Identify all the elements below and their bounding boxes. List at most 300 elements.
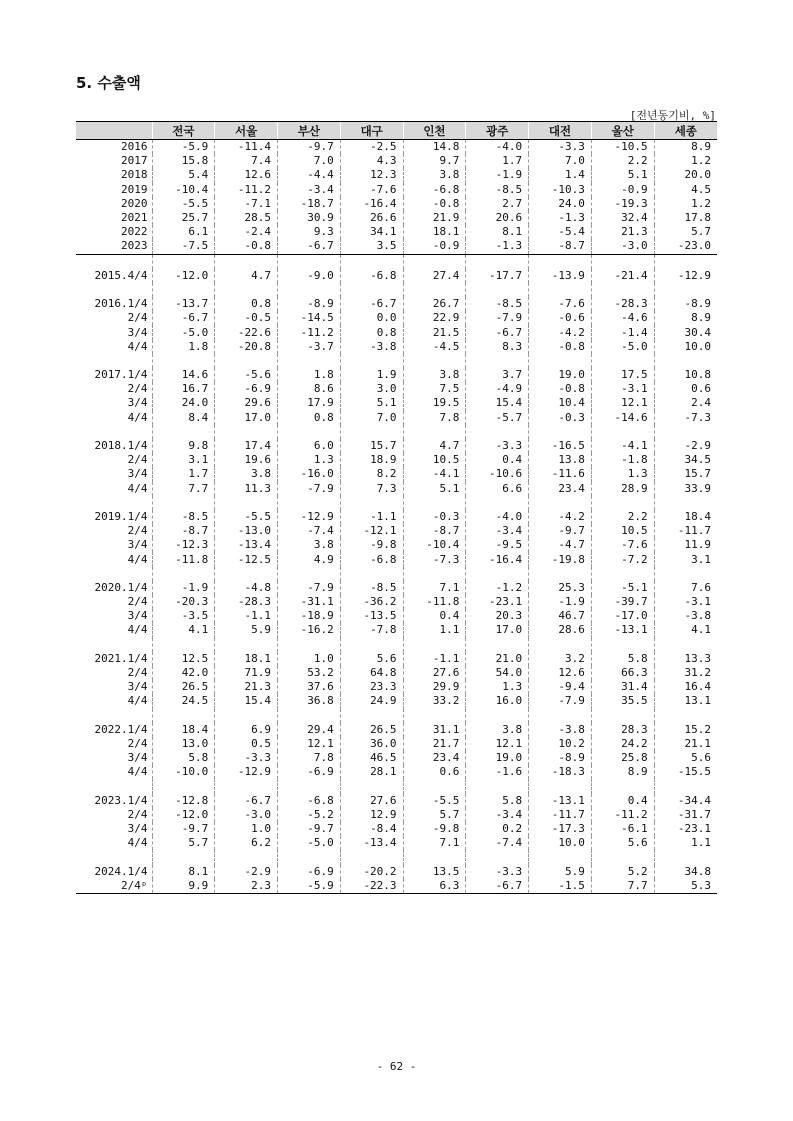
table-cell: 22.9 (403, 311, 466, 325)
table-cell: -3.5 (152, 609, 215, 623)
table-cell: 7.8 (403, 411, 466, 425)
spacer-cell (278, 425, 341, 439)
spacer-row (76, 567, 717, 581)
row-label: 2/4 (127, 311, 148, 325)
header-corner (76, 122, 152, 140)
table-row (76, 467, 717, 481)
table-cell: 8.4 (152, 411, 215, 425)
spacer-cell (76, 779, 152, 793)
table-cell: -3.3 (466, 865, 529, 879)
table-cell: -9.7 (152, 822, 215, 836)
spacer-cell (278, 638, 341, 652)
table-cell: 30.9 (278, 211, 341, 225)
spacer-cell (591, 709, 654, 723)
table-cell: -6.7 (152, 311, 215, 325)
spacer-cell (215, 850, 278, 864)
table-cell: -13.4 (340, 836, 403, 850)
table-cell: 46.7 (529, 609, 592, 623)
row-label: 2018.1/4 (94, 439, 148, 453)
table-cell: -19.3 (591, 197, 654, 211)
table-cell: 64.8 (340, 666, 403, 680)
table-cell: 7.7 (152, 482, 215, 496)
spacer-cell (76, 496, 152, 510)
row-label: 2021 (121, 211, 148, 225)
table-cell: 36.0 (340, 737, 403, 751)
spacer-cell (529, 425, 592, 439)
table-cell: -6.9 (215, 382, 278, 396)
table-cell: -1.1 (215, 609, 278, 623)
spacer-cell (529, 496, 592, 510)
spacer-cell (403, 638, 466, 652)
table-cell: -20.2 (340, 865, 403, 879)
table-cell: 5.8 (466, 794, 529, 808)
table-cell: -2.9 (215, 865, 278, 879)
table-cell: 1.3 (278, 453, 341, 467)
table-cell: -9.7 (278, 140, 341, 155)
table-cell: -3.8 (340, 340, 403, 354)
spacer-cell (152, 283, 215, 297)
table-row (76, 836, 717, 850)
table-cell: 17.0 (215, 411, 278, 425)
table-row (76, 269, 717, 283)
table-cell: 31.1 (403, 723, 466, 737)
table-cell: 9.7 (403, 154, 466, 168)
table-cell: 5.4 (152, 168, 215, 182)
row-label: 2022 (121, 225, 148, 239)
table-row (76, 609, 717, 623)
table-cell: 53.2 (278, 666, 341, 680)
table-cell: 29.6 (215, 396, 278, 410)
table-cell: -6.7 (215, 794, 278, 808)
spacer-cell (340, 850, 403, 864)
table-cell: -36.2 (340, 595, 403, 609)
row-label: 3/4 (127, 467, 148, 481)
table-cell: 3.0 (340, 382, 403, 396)
table-cell: 15.7 (340, 439, 403, 453)
col-header: 대구 (340, 122, 403, 140)
table-cell: -5.7 (466, 411, 529, 425)
col-header: 서울 (215, 122, 278, 140)
row-label: 2022.1/4 (94, 722, 148, 736)
table-cell: 33.9 (654, 482, 717, 496)
table-cell: 46.5 (340, 751, 403, 765)
table-cell: 21.7 (403, 737, 466, 751)
table-cell: 0.0 (340, 311, 403, 325)
table-cell: -8.4 (340, 822, 403, 836)
table-cell: -13.1 (591, 623, 654, 637)
table-cell: 0.5 (215, 737, 278, 751)
spacer-cell (152, 709, 215, 723)
table-row (76, 340, 717, 354)
table-cell: -6.7 (278, 239, 341, 254)
spacer-cell (152, 354, 215, 368)
spacer-cell (591, 567, 654, 581)
table-cell: -11.4 (215, 140, 278, 155)
table-cell: -23.1 (466, 595, 529, 609)
table-cell: -4.1 (591, 439, 654, 453)
table-cell: 21.1 (654, 737, 717, 751)
table-cell: 8.9 (654, 140, 717, 155)
table-cell: -12.3 (152, 538, 215, 552)
table-cell: -39.7 (591, 595, 654, 609)
spacer-row (76, 354, 717, 368)
table-cell: -20.3 (152, 595, 215, 609)
row-label: 2023 (76, 239, 152, 254)
spacer-cell (76, 283, 152, 297)
spacer-row (76, 283, 717, 297)
table-cell: -1.1 (340, 510, 403, 524)
table-cell: -11.7 (529, 808, 592, 822)
table-cell: 0.4 (403, 609, 466, 623)
section-title: 5. 수출액 (76, 74, 141, 92)
spacer-cell (215, 779, 278, 793)
spacer-cell (215, 425, 278, 439)
table-cell: -1.6 (466, 765, 529, 779)
table-cell: 3.8 (278, 538, 341, 552)
table-cell: 23.3 (340, 680, 403, 694)
table-cell: 4.3 (340, 154, 403, 168)
table-cell: 1.3 (466, 680, 529, 694)
table-cell: 9.3 (278, 225, 341, 239)
table-cell: -5.6 (215, 368, 278, 382)
table-cell: 21.5 (403, 325, 466, 339)
table-cell: -12.9 (278, 510, 341, 524)
table-cell: 13.3 (654, 652, 717, 666)
spacer-cell (529, 354, 592, 368)
spacer-row (76, 779, 717, 793)
spacer-cell (340, 254, 403, 269)
table-cell: -22.3 (340, 879, 403, 894)
table-cell: -11.7 (654, 524, 717, 538)
table-cell: 13.0 (152, 737, 215, 751)
table-cell: 1.3 (591, 467, 654, 481)
table-row (76, 368, 717, 382)
table-cell: -7.9 (278, 482, 341, 496)
table-cell: -0.9 (403, 239, 466, 254)
table-cell: 4.7 (403, 439, 466, 453)
table-cell: -7.3 (403, 552, 466, 566)
spacer-cell (654, 425, 717, 439)
table-row (76, 325, 717, 339)
table-body (76, 140, 717, 894)
table-cell: 10.0 (529, 836, 592, 850)
row-label: 2020 (121, 196, 148, 210)
table-cell: 15.8 (152, 154, 215, 168)
spacer-cell (591, 638, 654, 652)
table-cell: 1.8 (152, 340, 215, 354)
table-cell: -8.5 (466, 297, 529, 311)
spacer-cell (403, 779, 466, 793)
table-cell: 20.0 (654, 168, 717, 182)
spacer-cell (76, 425, 152, 439)
spacer-cell (466, 850, 529, 864)
table-cell: -0.6 (529, 311, 592, 325)
table-row (76, 723, 717, 737)
table-cell: 21.3 (215, 680, 278, 694)
table-cell: -4.6 (591, 311, 654, 325)
table-cell: 29.9 (403, 680, 466, 694)
table-cell: 15.4 (466, 396, 529, 410)
table-cell: -13.7 (152, 297, 215, 311)
table-cell: 28.6 (529, 623, 592, 637)
spacer-row (76, 709, 717, 723)
table-cell: 12.1 (466, 737, 529, 751)
row-label: 2/4 (127, 736, 148, 750)
table-cell: -23.1 (654, 822, 717, 836)
table-cell: 4.7 (215, 269, 278, 283)
table-cell: 4.1 (152, 623, 215, 637)
table-cell: -10.4 (152, 183, 215, 197)
table-cell: 21.0 (466, 652, 529, 666)
table-cell: -4.2 (529, 510, 592, 524)
table-cell: -1.2 (466, 581, 529, 595)
table-row (76, 140, 717, 155)
table-cell: 27.6 (403, 666, 466, 680)
table-cell: -11.8 (403, 595, 466, 609)
table-cell: 34.1 (340, 225, 403, 239)
table-cell: 3.8 (403, 168, 466, 182)
table-cell: 5.3 (654, 879, 717, 894)
spacer-cell (278, 254, 341, 269)
table-cell: 8.9 (591, 765, 654, 779)
table-cell: -6.8 (340, 552, 403, 566)
table-cell: -21.4 (591, 269, 654, 283)
table-cell: 12.9 (340, 808, 403, 822)
table-cell: -4.1 (403, 467, 466, 481)
spacer-cell (152, 779, 215, 793)
table-cell: 34.8 (654, 865, 717, 879)
table-cell: -6.8 (403, 183, 466, 197)
table-cell: 0.4 (466, 453, 529, 467)
table-cell: 4.9 (278, 552, 341, 566)
table-row (76, 211, 717, 225)
spacer-cell (466, 283, 529, 297)
table-cell: 12.1 (591, 396, 654, 410)
table-cell: 5.6 (591, 836, 654, 850)
table-cell: 21.3 (591, 225, 654, 239)
table-cell: 17.4 (215, 439, 278, 453)
table-cell: 14.6 (152, 368, 215, 382)
table-cell: 20.6 (466, 211, 529, 225)
table-cell: 26.7 (403, 297, 466, 311)
table-row (76, 239, 717, 254)
row-label: 2016.1/4 (94, 297, 148, 311)
table-cell: -6.1 (591, 822, 654, 836)
table-cell: -1.5 (529, 879, 592, 894)
table-cell: -4.4 (278, 168, 341, 182)
table-row (76, 396, 717, 410)
table-cell: 5.7 (403, 808, 466, 822)
table-cell: -8.7 (529, 239, 592, 254)
table-cell: 18.9 (340, 453, 403, 467)
table-cell: 10.0 (654, 340, 717, 354)
spacer-cell (340, 496, 403, 510)
col-header: 세종 (654, 122, 717, 140)
table-cell: 19.0 (466, 751, 529, 765)
table-cell: 12.1 (278, 737, 341, 751)
table-cell: 7.0 (529, 154, 592, 168)
table-cell: 28.9 (591, 482, 654, 496)
table-cell: 0.6 (403, 765, 466, 779)
table-cell: 8.6 (278, 382, 341, 396)
table-row (76, 453, 717, 467)
spacer-cell (654, 567, 717, 581)
table-cell: -8.9 (654, 297, 717, 311)
spacer-cell (340, 425, 403, 439)
table-cell: 18.4 (654, 510, 717, 524)
spacer-cell (403, 283, 466, 297)
row-label: 2/4 (127, 524, 148, 538)
spacer-cell (654, 638, 717, 652)
table-cell: 4.5 (654, 183, 717, 197)
table-cell: -5.5 (215, 510, 278, 524)
table-cell: -3.8 (654, 609, 717, 623)
table-cell: -0.8 (403, 197, 466, 211)
table-cell: -6.8 (340, 269, 403, 283)
table-cell: 5.1 (340, 396, 403, 410)
table-cell: 5.9 (529, 865, 592, 879)
table-cell: 6.0 (278, 439, 341, 453)
table-cell: 29.4 (278, 723, 341, 737)
row-label: 4/4 (127, 623, 148, 637)
table-cell: 54.0 (466, 666, 529, 680)
table-cell: 15.2 (654, 723, 717, 737)
table-row (76, 822, 717, 836)
spacer-cell (278, 283, 341, 297)
table-cell: 21.9 (403, 211, 466, 225)
table-cell: 33.2 (403, 694, 466, 708)
table-cell: -8.5 (466, 183, 529, 197)
table-cell: 5.6 (340, 652, 403, 666)
table-row (76, 595, 717, 609)
table-cell: 3.8 (403, 368, 466, 382)
table-cell: 17.0 (466, 623, 529, 637)
row-label: 2024.1/4 (94, 864, 148, 878)
table-cell: 3.7 (466, 368, 529, 382)
table-cell: 2.4 (654, 396, 717, 410)
table-cell: -7.4 (466, 836, 529, 850)
table-cell: 35.5 (591, 694, 654, 708)
table-cell: 18.1 (403, 225, 466, 239)
table-cell: -13.4 (215, 538, 278, 552)
col-header: 울산 (591, 122, 654, 140)
spacer-cell (278, 354, 341, 368)
spacer-cell (152, 425, 215, 439)
table-cell: 5.1 (403, 482, 466, 496)
spacer-cell (403, 496, 466, 510)
spacer-cell (340, 354, 403, 368)
spacer-cell (403, 709, 466, 723)
table-cell: -14.5 (278, 311, 341, 325)
table-cell: 7.1 (403, 581, 466, 595)
table-cell: 7.4 (215, 154, 278, 168)
table-cell: 0.8 (215, 297, 278, 311)
spacer-cell (654, 354, 717, 368)
table-cell: -3.3 (529, 140, 592, 155)
row-label: 3/4 (127, 822, 148, 836)
table-cell: 1.4 (529, 168, 592, 182)
table-cell: -12.5 (215, 552, 278, 566)
table-cell: -1.4 (591, 325, 654, 339)
row-label: 4/4 (127, 836, 148, 850)
table-cell: -4.9 (466, 382, 529, 396)
spacer-cell (215, 567, 278, 581)
spacer-cell (215, 709, 278, 723)
table-cell: 18.4 (152, 723, 215, 737)
table-cell: -0.8 (529, 340, 592, 354)
table-cell: -12.0 (152, 269, 215, 283)
spacer-cell (76, 567, 152, 581)
table-cell: 10.5 (591, 524, 654, 538)
table-cell: 0.2 (466, 822, 529, 836)
table-cell: -9.7 (278, 822, 341, 836)
table-row (76, 197, 717, 211)
spacer-cell (466, 425, 529, 439)
table-cell: 7.1 (403, 836, 466, 850)
spacer-cell (466, 709, 529, 723)
table-cell: 26.5 (152, 680, 215, 694)
table-cell: -5.0 (152, 325, 215, 339)
table-cell: 3.1 (152, 453, 215, 467)
table-cell: -6.7 (466, 325, 529, 339)
table-cell: -1.1 (403, 652, 466, 666)
table-cell: 7.6 (654, 581, 717, 595)
table-cell: 7.5 (403, 382, 466, 396)
col-header: 전국 (152, 122, 215, 140)
row-label: 4/4 (127, 552, 148, 566)
table-cell: 0.4 (591, 794, 654, 808)
table-cell: -5.5 (403, 794, 466, 808)
table-cell: 24.9 (340, 694, 403, 708)
table-cell: -10.5 (591, 140, 654, 155)
spacer-cell (466, 638, 529, 652)
spacer-cell (529, 709, 592, 723)
table-cell: 2.7 (466, 197, 529, 211)
table-cell: 1.7 (466, 154, 529, 168)
table-row (76, 581, 717, 595)
table-cell: -5.0 (278, 836, 341, 850)
table-row (76, 168, 717, 182)
table-cell: 6.6 (466, 482, 529, 496)
spacer-cell (529, 254, 592, 269)
table-cell: 19.0 (529, 368, 592, 382)
spacer-cell (278, 496, 341, 510)
table-row (76, 154, 717, 168)
table-cell: -16.2 (278, 623, 341, 637)
table-cell: 2.2 (591, 510, 654, 524)
table-row (76, 680, 717, 694)
table-cell: 3.8 (466, 723, 529, 737)
row-label: 2021.1/4 (94, 651, 148, 665)
table-cell: -9.8 (403, 822, 466, 836)
table-cell: -6.7 (340, 297, 403, 311)
table-cell: 1.0 (215, 822, 278, 836)
spacer-cell (152, 638, 215, 652)
table-cell: 5.1 (591, 168, 654, 182)
table-cell: -7.6 (340, 183, 403, 197)
table-cell: 8.1 (466, 225, 529, 239)
table-cell: 42.0 (152, 666, 215, 680)
table-cell: -16.4 (340, 197, 403, 211)
table-cell: -5.0 (591, 340, 654, 354)
table-cell: 15.7 (654, 467, 717, 481)
table-cell: 4.1 (654, 623, 717, 637)
row-label: 3/4 (127, 680, 148, 694)
table-cell: -18.9 (278, 609, 341, 623)
table-cell: 28.3 (591, 723, 654, 737)
table-cell: 10.8 (654, 368, 717, 382)
row-label: 2/4 (127, 666, 148, 680)
